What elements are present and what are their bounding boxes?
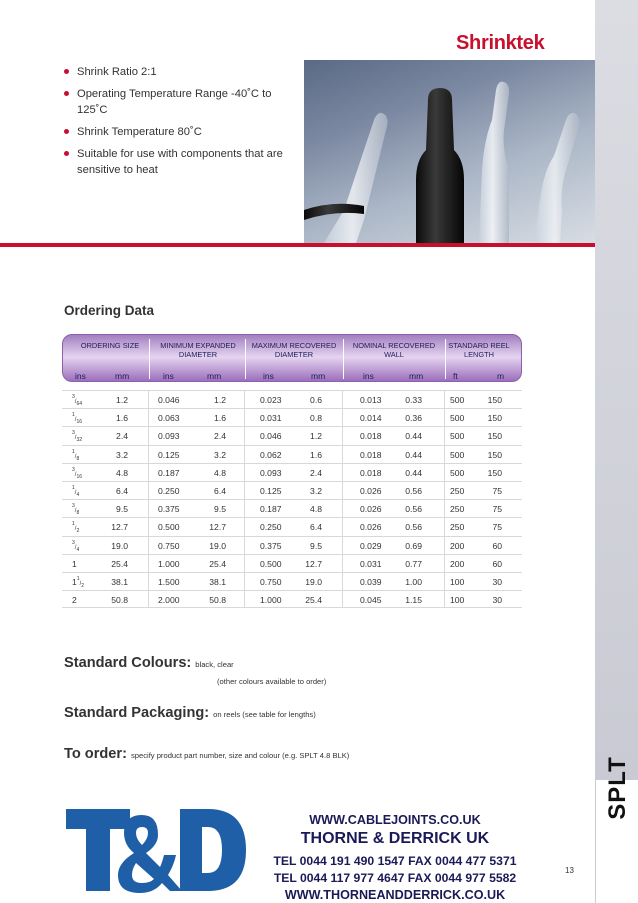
cell-max-mm: 2.4: [310, 467, 322, 478]
fraction-slash: /: [74, 453, 77, 460]
cell-min-mm: 3.2: [214, 449, 226, 460]
cell-wall-mm: 0.44: [405, 449, 422, 460]
cell-size-ins: [72, 412, 83, 426]
column-divider: [244, 591, 245, 607]
column-divider: [342, 464, 343, 481]
cell-wall-ins: 0.026: [360, 485, 382, 496]
cell-size-ins: [72, 430, 83, 444]
column-divider: [148, 537, 149, 554]
column-divider: [342, 573, 343, 590]
cell-max-ins: 1.000: [260, 595, 282, 606]
size-numerator: 1: [76, 575, 80, 582]
feature-item: Shrink Ratio 2:1: [64, 64, 304, 80]
cell-m: 150: [487, 395, 502, 405]
feature-list: [64, 64, 304, 184]
cell-wall-mm: 0.44: [405, 467, 422, 478]
cell-max-mm: 1.2: [310, 431, 322, 442]
size-numerator: 3: [72, 539, 75, 546]
column-divider: [148, 500, 149, 517]
cell-wall-ins: 0.039: [360, 576, 382, 587]
cell-wall-ins: 0.026: [360, 522, 382, 533]
cell-min-ins: 0.125: [158, 449, 180, 460]
cell-min-mm: 19.0: [209, 540, 226, 551]
column-divider: [342, 482, 343, 499]
fraction-slash: /: [79, 580, 82, 587]
cell-size-mm: 1.6: [116, 413, 128, 424]
cell-m: 150: [487, 431, 502, 442]
table-header: [62, 334, 522, 382]
cell-max-mm: 25.4: [305, 595, 322, 606]
cell-size-ins: [72, 395, 82, 405]
standard-colours-label: Standard Colours:: [64, 655, 192, 671]
size-denominator: 8: [76, 455, 80, 462]
cell-size-mm: 2.4: [116, 431, 128, 442]
standard-packaging-value: on reels (see table for lengths): [213, 710, 316, 719]
column-divider: [342, 537, 343, 554]
header-max-recovered: MAXIMUM RECOVERED DIAMETER: [251, 341, 337, 359]
cell-ft: 100: [450, 576, 465, 587]
column-divider: [444, 555, 445, 572]
size-numerator: 3: [72, 430, 75, 437]
cell-max-mm: 9.5: [310, 540, 322, 551]
column-divider: [244, 555, 245, 572]
cell-wall-mm: 0.36: [405, 413, 422, 424]
cell-min-ins: 0.063: [158, 413, 180, 424]
cell-wall-mm: 1.00: [405, 576, 422, 587]
cell-m: 60: [492, 540, 502, 551]
cell-size-mm: 50.8: [111, 595, 128, 606]
side-panel-gradient: [595, 0, 638, 780]
standard-packaging-label: Standard Packaging:: [64, 705, 210, 721]
column-divider: [148, 555, 149, 572]
cell-min-ins: 0.375: [158, 504, 180, 515]
cell-wall-mm: 0.44: [405, 431, 422, 442]
bullet-icon: [64, 91, 69, 96]
column-divider: [148, 464, 149, 481]
column-divider: [244, 427, 245, 444]
column-divider: [444, 500, 445, 517]
website-link-thorneandderrick[interactable]: WWW.THORNEANDDERRICK.CO.UK: [284, 888, 506, 902]
header-unit: mm: [311, 371, 326, 381]
fraction-slash: /: [74, 435, 77, 442]
cell-ft: 500: [450, 395, 465, 405]
product-photo: [304, 60, 595, 243]
table-row: [62, 408, 522, 426]
header-divider: [343, 339, 344, 379]
column-divider: [244, 391, 245, 408]
table-row: [62, 572, 522, 590]
cell-size-ins: [72, 577, 84, 587]
fraction-slash: /: [74, 417, 77, 424]
cell-max-ins: 0.750: [260, 576, 282, 587]
standard-packaging: [64, 705, 316, 721]
standard-colours-value: black, clear: [195, 660, 234, 669]
header-unit: ins: [163, 371, 174, 381]
cell-wall-ins: 0.031: [360, 558, 382, 569]
cell-ft: 250: [450, 504, 465, 515]
brand-name: Shrinktek: [456, 32, 545, 54]
cell-wall-ins: 0.029: [360, 540, 382, 551]
column-divider: [342, 500, 343, 517]
column-divider: [148, 409, 149, 426]
cell-min-mm: 50.8: [209, 595, 226, 606]
column-divider: [244, 464, 245, 481]
cell-m: 150: [487, 467, 502, 478]
cell-wall-mm: 0.56: [405, 504, 422, 515]
column-divider: [342, 409, 343, 426]
cell-size-mm: 6.4: [116, 485, 128, 496]
column-divider: [342, 391, 343, 408]
size-denominator: 2: [76, 528, 80, 535]
cell-size-mm: 25.4: [111, 558, 128, 569]
table-row: [62, 517, 522, 535]
cell-min-mm: 6.4: [214, 485, 226, 496]
cell-m: 30: [492, 576, 502, 587]
cell-m: 30: [492, 595, 502, 606]
column-divider: [148, 518, 149, 535]
to-order-value: specify product part number, size and colour (e.g. SPLT 4.8 BLK): [130, 751, 350, 760]
ordering-table: [62, 390, 522, 608]
cell-min-ins: 0.046: [158, 395, 180, 405]
cell-max-ins: 0.187: [260, 504, 282, 515]
cell-size-mm: 9.5: [116, 504, 128, 515]
phone-fax-line-2: TEL 0044 117 977 4647 FAX 0044 977 5582: [273, 871, 517, 885]
cell-min-ins: 0.500: [158, 522, 180, 533]
fraction-slash: /: [74, 399, 77, 405]
size-denominator: 8: [76, 510, 80, 517]
size-numerator: 3: [72, 466, 75, 473]
cell-wall-ins: 0.013: [360, 395, 382, 405]
product-code-label: SPLT: [604, 756, 631, 820]
cell-ft: 250: [450, 522, 465, 533]
cell-max-ins: 0.023: [260, 395, 282, 405]
header-divider: [445, 339, 446, 379]
website-link-cablejoints[interactable]: WWW.CABLEJOINTS.CO.UK: [309, 813, 481, 827]
column-divider: [444, 446, 445, 463]
column-divider: [444, 464, 445, 481]
cell-size-ins: [72, 595, 77, 605]
feature-item: Shrink Temperature 80˚C: [64, 124, 304, 140]
cell-ft: 500: [450, 449, 465, 460]
cell-min-ins: 0.187: [158, 467, 180, 478]
cell-max-ins: 0.031: [260, 413, 282, 424]
size-denominator: 64: [76, 401, 83, 407]
cell-min-ins: 1.000: [158, 558, 180, 569]
cell-min-mm: 2.4: [214, 431, 226, 442]
bullet-icon: [64, 151, 69, 156]
cell-m: 60: [492, 558, 502, 569]
cell-min-ins: 1.500: [158, 576, 180, 587]
column-divider: [444, 518, 445, 535]
size-numerator: 1: [72, 412, 75, 419]
table-row: [62, 499, 522, 517]
size-numerator: 3: [72, 394, 75, 400]
column-divider: [148, 427, 149, 444]
standard-colours: [64, 655, 234, 671]
cell-wall-mm: 0.56: [405, 522, 422, 533]
header-unit: mm: [115, 371, 130, 381]
header-unit: ins: [363, 371, 374, 381]
cell-size-ins: [72, 521, 80, 535]
cell-ft: 250: [450, 485, 465, 496]
cell-min-ins: 0.093: [158, 431, 180, 442]
header-divider: [245, 339, 246, 379]
cell-wall-ins: 0.014: [360, 413, 382, 424]
column-divider: [342, 518, 343, 535]
bullet-icon: [64, 129, 69, 134]
column-divider: [342, 446, 343, 463]
cell-ft: 100: [450, 595, 465, 606]
cell-max-mm: 1.6: [310, 449, 322, 460]
size-whole: 1: [72, 576, 77, 587]
standard-colours-note: (other colours available to order): [217, 677, 327, 686]
cell-wall-ins: 0.045: [360, 595, 382, 606]
cell-m: 75: [492, 485, 502, 496]
size-denominator: 4: [76, 491, 80, 498]
column-divider: [342, 427, 343, 444]
cell-max-ins: 0.046: [260, 431, 282, 442]
column-divider: [444, 409, 445, 426]
cell-min-ins: 0.250: [158, 485, 180, 496]
column-divider: [444, 427, 445, 444]
table-row: [62, 590, 522, 608]
table-row: [62, 390, 522, 408]
cell-wall-mm: 1.15: [405, 595, 422, 606]
header-unit: ins: [75, 371, 86, 381]
column-divider: [148, 573, 149, 590]
column-divider: [444, 573, 445, 590]
column-divider: [148, 591, 149, 607]
to-order: [64, 746, 349, 762]
cell-wall-ins: 0.026: [360, 504, 382, 515]
cell-min-mm: 25.4: [209, 558, 226, 569]
size-denominator: 4: [76, 546, 80, 553]
header-divider: [149, 339, 150, 379]
cell-max-ins: 0.500: [260, 558, 282, 569]
cell-wall-mm: 0.33: [405, 395, 422, 405]
cell-max-ins: 0.062: [260, 449, 282, 460]
cell-min-mm: 12.7: [209, 522, 226, 533]
cell-size-mm: 12.7: [111, 522, 128, 533]
feature-item: Suitable for use with components that are sensitive to heat: [64, 146, 304, 178]
column-divider: [244, 482, 245, 499]
size-whole: 2: [72, 595, 77, 606]
size-whole: 1: [72, 558, 77, 569]
header-unit: ins: [263, 371, 274, 381]
page-number: 13: [565, 866, 574, 875]
size-numerator: 1: [72, 521, 75, 528]
column-divider: [444, 482, 445, 499]
cell-max-mm: 19.0: [305, 576, 322, 587]
phone-fax-line-1: TEL 0044 191 490 1547 FAX 0044 477 5371: [273, 854, 517, 868]
fraction-slash: /: [74, 508, 77, 515]
size-denominator: 16: [76, 419, 83, 426]
cell-ft: 500: [450, 467, 465, 478]
size-denominator: 16: [76, 473, 83, 480]
section-divider: [0, 243, 595, 247]
cell-size-ins: [72, 541, 79, 551]
table-row: [62, 463, 522, 481]
table-row: [62, 481, 522, 499]
cell-size-mm: 38.1: [111, 576, 128, 587]
ordering-data-title: Ordering Data: [64, 303, 155, 318]
cell-ft: 200: [450, 558, 465, 569]
cell-size-mm: 1.2: [116, 395, 128, 405]
size-denominator: 32: [76, 437, 83, 444]
column-divider: [244, 573, 245, 590]
cell-m: 75: [492, 504, 502, 515]
header-unit: ft: [453, 371, 458, 381]
cell-min-ins: 2.000: [158, 595, 180, 606]
column-divider: [148, 446, 149, 463]
size-numerator: 1: [72, 484, 75, 491]
column-divider: [444, 391, 445, 408]
cell-m: 75: [492, 522, 502, 533]
column-divider: [244, 537, 245, 554]
table-row: [62, 426, 522, 444]
column-divider: [444, 591, 445, 607]
cell-size-ins: [72, 503, 80, 517]
to-order-label: To order:: [64, 746, 127, 762]
header-unit: mm: [409, 371, 424, 381]
cell-wall-ins: 0.018: [360, 431, 382, 442]
cell-size-mm: 19.0: [111, 540, 128, 551]
cell-max-ins: 0.125: [260, 485, 282, 496]
cell-wall-mm: 0.69: [405, 540, 422, 551]
fraction-slash: /: [74, 489, 77, 496]
column-divider: [244, 500, 245, 517]
cell-ft: 500: [450, 413, 465, 424]
cell-ft: 200: [450, 540, 465, 551]
cell-max-mm: 0.6: [310, 395, 322, 405]
fraction-slash: /: [74, 526, 77, 533]
cell-max-mm: 12.7: [305, 558, 322, 569]
cell-min-mm: 38.1: [209, 576, 226, 587]
td-logo-image: [62, 805, 250, 898]
cell-size-mm: 4.8: [116, 467, 128, 478]
cell-m: 150: [487, 413, 502, 424]
heat-shrink-tubes-image: [304, 60, 595, 243]
header-min-expanded: MINIMUM EXPANDED DIAMETER: [160, 341, 236, 359]
cell-min-mm: 1.6: [214, 413, 226, 424]
cell-size-mm: 3.2: [116, 449, 128, 460]
cell-max-mm: 3.2: [310, 485, 322, 496]
cell-size-ins: [72, 468, 82, 478]
feature-item: Operating Temperature Range -40˚C to 125˚C: [64, 86, 304, 118]
cell-max-mm: 4.8: [310, 504, 322, 515]
table-row: [62, 554, 522, 572]
cell-min-mm: 1.2: [214, 395, 226, 405]
cell-wall-ins: 0.018: [360, 467, 382, 478]
cell-size-ins: [72, 486, 79, 496]
size-numerator: 3: [72, 503, 75, 510]
cell-max-ins: 0.250: [260, 522, 282, 533]
cell-max-ins: 0.093: [260, 467, 282, 478]
td-logo: [62, 805, 250, 898]
column-divider: [148, 391, 149, 408]
cell-max-ins: 0.375: [260, 540, 282, 551]
company-name: THORNE & DERRICK UK: [300, 830, 490, 847]
table-row: [62, 445, 522, 463]
cell-wall-mm: 0.56: [405, 485, 422, 496]
cell-max-mm: 0.8: [310, 413, 322, 424]
cell-min-ins: 0.750: [158, 540, 180, 551]
contact-block: [249, 813, 541, 903]
cell-size-ins: [72, 450, 79, 460]
header-ordering-size: ORDERING SIZE: [80, 341, 140, 350]
header-nominal-wall: NOMINAL RECOVERED WALL: [352, 341, 436, 359]
fraction-slash: /: [74, 544, 77, 551]
column-divider: [342, 591, 343, 607]
cell-wall-ins: 0.018: [360, 449, 382, 460]
cell-min-mm: 9.5: [214, 504, 226, 515]
fraction-slash: /: [74, 471, 77, 478]
header-unit: mm: [207, 371, 222, 381]
size-numerator: 1: [72, 448, 75, 455]
header-unit: m: [497, 371, 505, 381]
bullet-icon: [64, 69, 69, 74]
column-divider: [148, 482, 149, 499]
size-denominator: 2: [81, 582, 85, 589]
cell-ft: 500: [450, 431, 465, 442]
table-row: [62, 536, 522, 554]
cell-wall-mm: 0.77: [405, 558, 422, 569]
column-divider: [244, 409, 245, 426]
cell-min-mm: 4.8: [214, 467, 226, 478]
column-divider: [444, 537, 445, 554]
cell-max-mm: 6.4: [310, 522, 322, 533]
column-divider: [244, 518, 245, 535]
column-divider: [342, 555, 343, 572]
cell-size-ins: [72, 559, 77, 569]
header-reel-length: STANDARD REEL LENGTH: [448, 341, 510, 359]
column-divider: [244, 446, 245, 463]
cell-m: 150: [487, 449, 502, 460]
